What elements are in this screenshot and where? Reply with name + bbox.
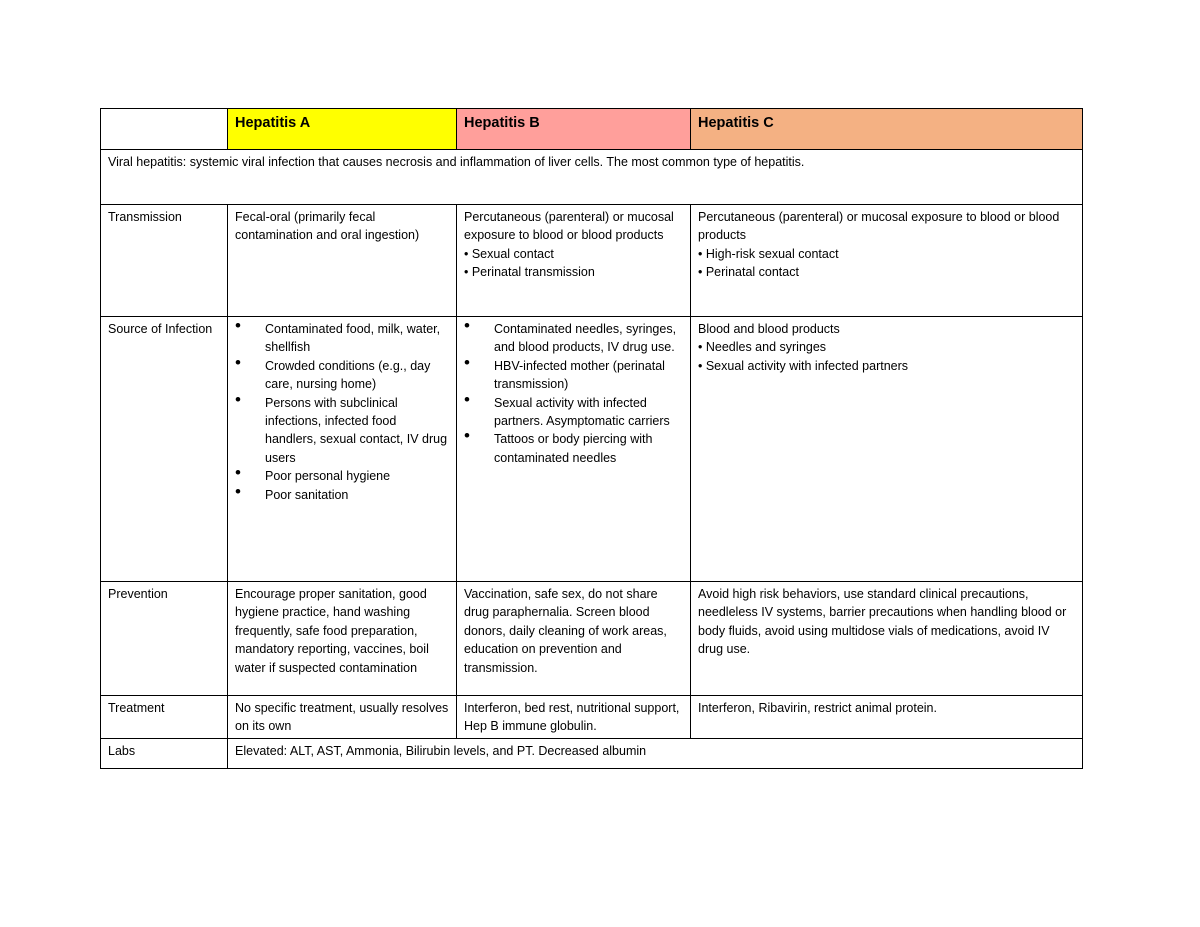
transmission-hep-a (228, 205, 457, 317)
row-label-treatment: Treatment (101, 696, 228, 739)
header-hepatitis-a: Hepatitis A (228, 109, 457, 150)
treatment-hep-a: No specific treatment, usually resolves on its own (228, 696, 457, 739)
labs-value: Elevated: ALT, AST, Ammonia, Bilirubin levels, and PT. Decreased albumin (228, 738, 1083, 768)
row-label-transmission: Transmission (101, 205, 228, 317)
transmission-hep-b-main: Percutaneous (parenteral) or mucosal exposure to blood or blood products (464, 210, 674, 243)
source-hep-a (228, 317, 457, 582)
treatment-hep-c: Interferon, Ribavirin, restrict animal protein. (691, 696, 1083, 739)
transmission-hep-c (691, 205, 1083, 317)
transmission-hep-b-item: • Perinatal transmission (464, 265, 595, 280)
list-item: • Sexual activity with infected partners. Asymptomatic carriers (464, 394, 684, 431)
list-item: • Poor personal hygiene (235, 467, 450, 485)
header-hepatitis-c: Hepatitis C (691, 109, 1083, 150)
transmission-hep-a-text: Fecal-oral (primarily fecal contamination and oral ingestion) (235, 210, 420, 243)
list-item: • Persons with subclinical infections, infected food handlers, sexual contact, IV drug users (235, 394, 450, 468)
treatment-hep-b: Interferon, bed rest, nutritional support, Hep B immune globulin. (457, 696, 691, 739)
header-row (101, 109, 1083, 150)
header-hepatitis-b: Hepatitis B (457, 109, 691, 150)
source-hep-c (691, 317, 1083, 582)
transmission-row (101, 205, 1083, 317)
source-hep-c-main: Blood and blood products (698, 322, 840, 336)
intro-definition: Viral hepatitis: systemic viral infection that causes necrosis and inflammation of liver cells. The most common type of hepatitis. (101, 150, 1083, 205)
source-hep-b (457, 317, 691, 582)
list-item: • Crowded conditions (e.g., day care, nursing home) (235, 357, 450, 394)
row-label-labs: Labs (101, 738, 228, 768)
source-hep-c-item: • Sexual activity with infected partners (698, 358, 909, 373)
transmission-hep-c-item: • Perinatal contact (698, 265, 799, 280)
header-blank-cell (101, 109, 228, 150)
intro-row (101, 150, 1083, 205)
prevention-hep-a: Encourage proper sanitation, good hygiene practice, hand washing frequently, safe food preparation, mandatory reporting, vaccines, boil water if suspected contamination (228, 582, 457, 696)
transmission-hep-b (457, 205, 691, 317)
prevention-hep-c: Avoid high risk behaviors, use standard clinical precautions, needleless IV systems, barrier precautions when handling blood or body fluids, avoid using multidose vials of medications, avoid IV drug use. (691, 582, 1083, 696)
prevention-hep-b: Vaccination, safe sex, do not share drug paraphernalia. Screen blood donors, daily cleaning of work areas, education on prevention and transmission. (457, 582, 691, 696)
list-item: • Poor sanitation (235, 486, 450, 504)
source-row (101, 317, 1083, 582)
transmission-hep-c-item: • High-risk sexual contact (698, 246, 839, 261)
list-item: • HBV-infected mother (perinatal transmission) (464, 357, 684, 394)
hepatitis-comparison-table (100, 108, 1083, 769)
source-hep-a-list (235, 320, 450, 504)
row-label-source: Source of Infection (101, 317, 228, 582)
list-item: • Contaminated needles, syringes, and blood products, IV drug use. (464, 320, 684, 357)
treatment-row (101, 696, 1083, 739)
transmission-hep-b-item: • Sexual contact (464, 246, 554, 261)
row-label-prevention: Prevention (101, 582, 228, 696)
list-item: • Contaminated food, milk, water, shellfish (235, 320, 450, 357)
labs-row (101, 738, 1083, 768)
source-hep-c-item: • Needles and syringes (698, 340, 827, 355)
transmission-hep-c-main: Percutaneous (parenteral) or mucosal exposure to blood or blood products (698, 210, 1060, 243)
source-hep-b-list (464, 320, 684, 467)
list-item: • Tattoos or body piercing with contaminated needles (464, 430, 684, 467)
prevention-row (101, 582, 1083, 696)
